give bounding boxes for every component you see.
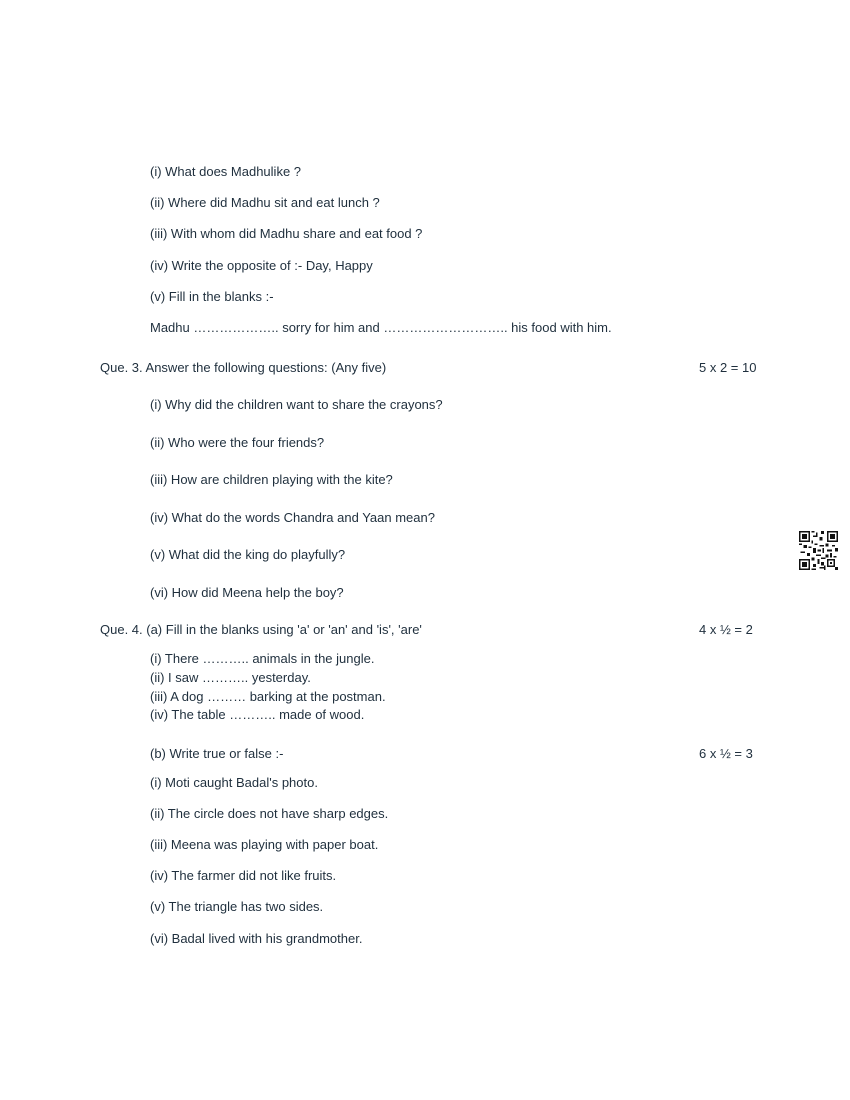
q3-item-3: (iii) How are children playing with the kite? — [150, 472, 393, 487]
q3-marks: 5 x 2 = 10 — [699, 360, 757, 375]
q4-marks-b: 6 x ½ = 3 — [699, 746, 753, 761]
q2-item-4: (iv) Write the opposite of :- Day, Happy — [150, 258, 373, 273]
q3-heading: Que. 3. Answer the following questions: (Any five) — [100, 360, 387, 375]
q3-item-1: (i) Why did the children want to share the crayons? — [150, 397, 443, 412]
q4b-heading: (b) Write true or false :- — [150, 746, 284, 761]
q2-item-5: (v) Fill in the blanks :- — [150, 289, 274, 304]
q3-item-2: (ii) Who were the four friends? — [150, 435, 325, 450]
q4a-item-2: (ii) I saw ……….. yesterday. — [150, 670, 311, 685]
q4b-item-4: (iv) The farmer did not like fruits. — [150, 868, 337, 883]
q3-item-4: (iv) What do the words Chandra and Yaan mean? — [150, 510, 435, 525]
q2-item-3: (iii) With whom did Madhu share and eat food ? — [150, 226, 423, 241]
q4a-item-4: (iv) The table ……….. made of wood. — [150, 707, 365, 722]
q3-item-6: (vi) How did Meena help the boy? — [150, 585, 344, 600]
q3-item-5: (v) What did the king do playfully? — [150, 547, 346, 562]
q2-fill-blank-line: Madhu ……………….. sorry for him and ……………………….. his food with him. — [150, 320, 612, 335]
q4a-item-3: (iii) A dog ……… barking at the postman. — [150, 689, 386, 704]
q2-item-2: (ii) Where did Madhu sit and eat lunch ? — [150, 195, 380, 210]
qr-code-icon — [799, 531, 838, 570]
q4-heading: Que. 4. (a) Fill in the blanks using 'a' or 'an' and 'is', 'are' — [100, 622, 422, 637]
q4b-item-3: (iii) Meena was playing with paper boat. — [150, 837, 379, 852]
q4b-item-6: (vi) Badal lived with his grandmother. — [150, 931, 363, 946]
q2-item-1: (i) What does Madhulike ? — [150, 164, 302, 179]
q4b-item-1: (i) Moti caught Badal's photo. — [150, 775, 318, 790]
q4b-item-5: (v) The triangle has two sides. — [150, 899, 324, 914]
q4b-item-2: (ii) The circle does not have sharp edges. — [150, 806, 389, 821]
q4a-item-1: (i) There ……….. animals in the jungle. — [150, 651, 375, 666]
q4-marks-a: 4 x ½ = 2 — [699, 622, 753, 637]
